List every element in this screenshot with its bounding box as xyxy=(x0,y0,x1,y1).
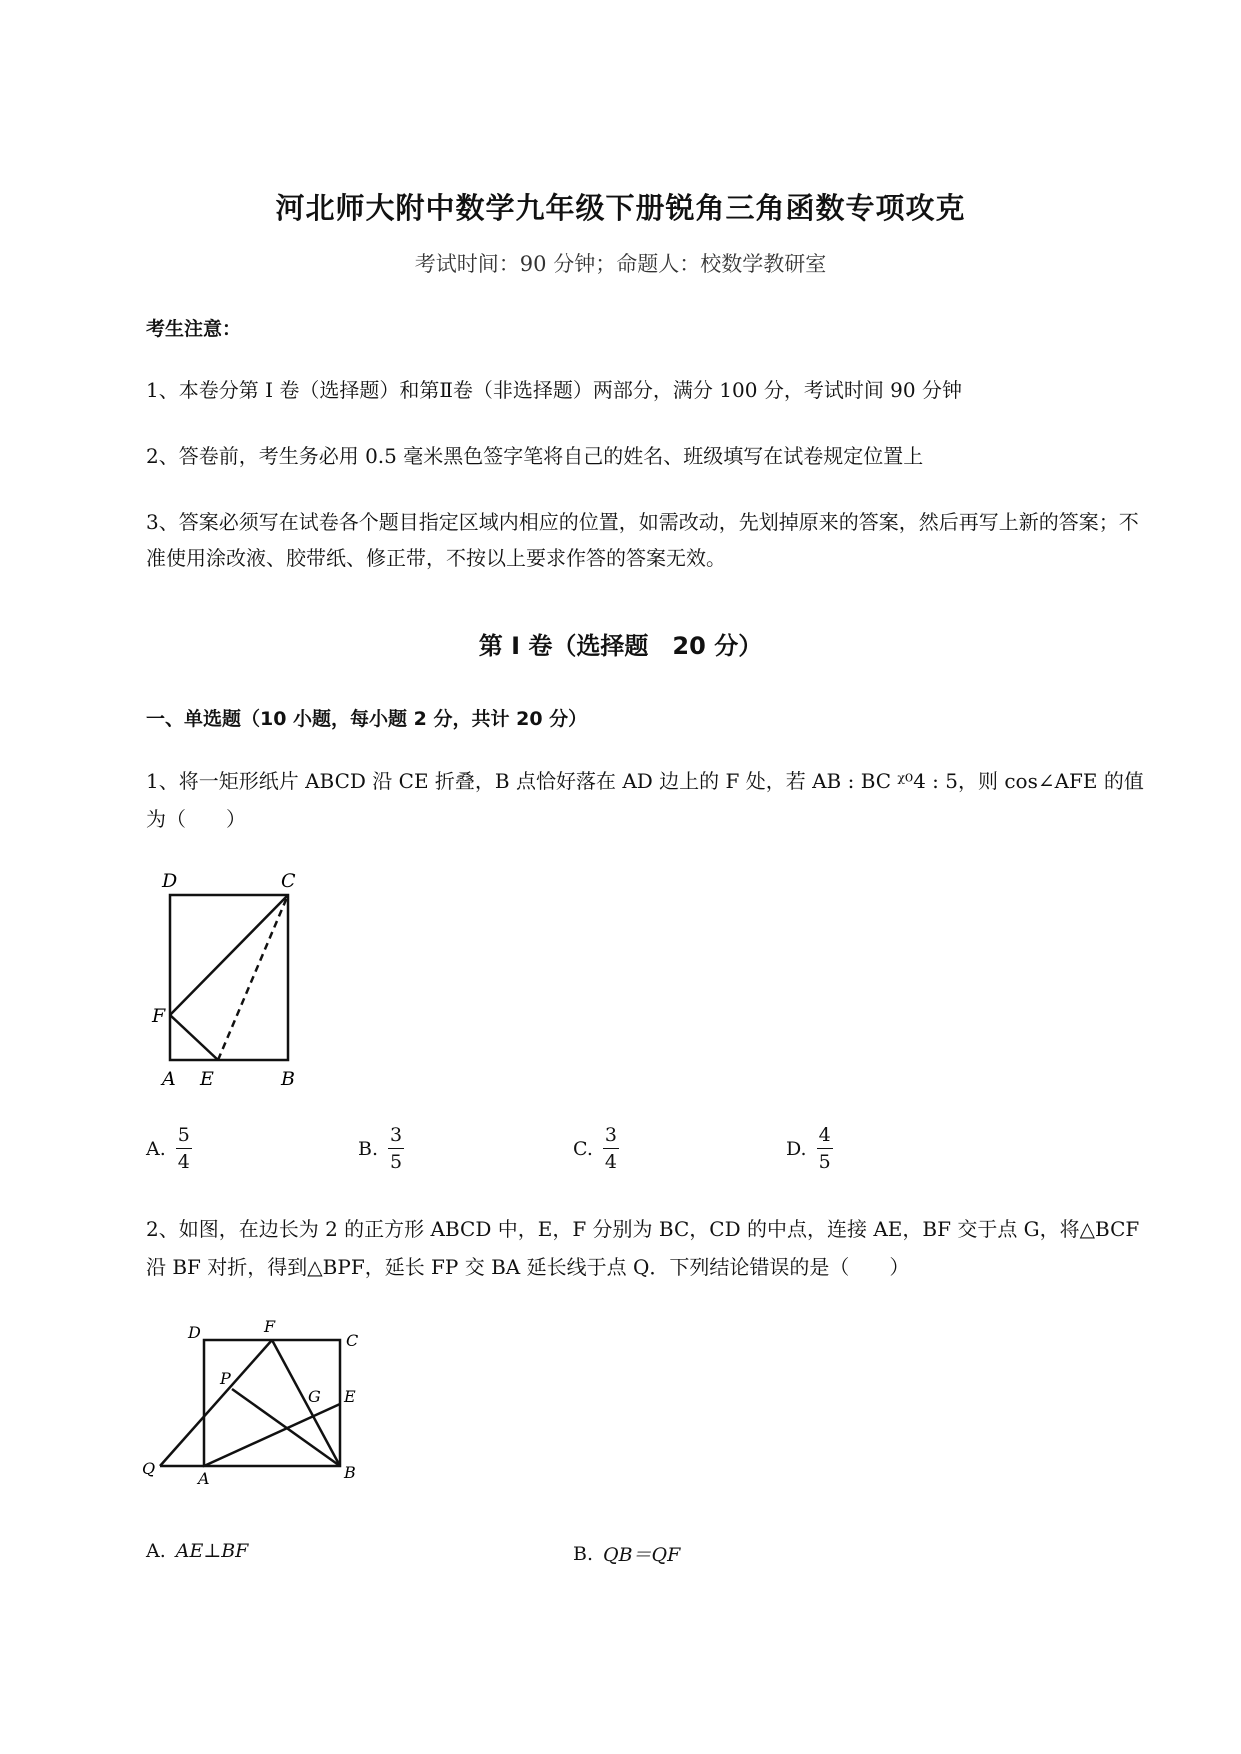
notice-heading: 考生注意： xyxy=(146,318,242,340)
option-label: A. xyxy=(146,1540,166,1562)
label-d: D xyxy=(188,1323,201,1342)
label-f: F xyxy=(264,1318,276,1336)
notice-item-3: 3、答案必须写在试卷各个题目指定区域内相应的位置，如需改动，先划掉原来的答案，然后再写上新的答案；不准使用涂改液、胶带纸、修正带，不按以上要求作答的答案无效。 xyxy=(146,510,1139,570)
option-label: A. xyxy=(146,1137,166,1160)
segment-ec-dashed xyxy=(218,895,288,1060)
label-a: A xyxy=(162,1068,176,1090)
label-c: C xyxy=(346,1331,359,1350)
option-fraction xyxy=(603,1124,619,1173)
fraction-denominator: 5 xyxy=(818,1151,831,1173)
label-a: A xyxy=(198,1469,210,1488)
q2-option-b[interactable] xyxy=(573,1540,680,1567)
q1-option-c[interactable] xyxy=(573,1124,619,1173)
q1-option-b[interactable] xyxy=(358,1124,404,1173)
question-1-figure xyxy=(150,865,310,1095)
label-d: D xyxy=(162,870,178,892)
fraction-numerator: 4 xyxy=(818,1124,831,1146)
option-fraction xyxy=(388,1124,404,1173)
label-f: F xyxy=(152,1005,166,1027)
option-label: B. xyxy=(573,1542,594,1565)
fraction-denominator: 4 xyxy=(604,1151,617,1173)
option-text: AE⊥BF xyxy=(175,1540,249,1562)
question-2-text: 2、如图，在边长为 2 的正方形 ABCD 中，E，F 分别为 BC，CD 的中点，连接 AE，BF 交于点 G，将△BCF 沿 BF 对折，得到△BPF，延长 FP 交 BA 延长线于点 Q．下列结论错误的是（ ） xyxy=(146,1217,1140,1279)
segment-pb xyxy=(232,1389,340,1466)
fraction-denominator: 4 xyxy=(177,1151,190,1173)
segment-qf xyxy=(160,1340,272,1466)
segment-ae xyxy=(204,1404,340,1466)
part-heading: 一、单选题（10 小题，每小题 2 分，共计 20 分） xyxy=(146,708,588,730)
label-e: E xyxy=(200,1068,214,1090)
option-text: QB＝QF xyxy=(603,1544,681,1566)
question-1-text: 1、将一矩形纸片 ABCD 沿 CE 折叠，B 点恰好落在 AD 边上的 F 处，若 AB : BC ᵡ⁰4 : 5，则 cos∠AFE 的值为（ ） xyxy=(146,769,1144,831)
q1-option-d[interactable] xyxy=(786,1124,833,1173)
label-b: B xyxy=(281,1068,295,1090)
label-g: G xyxy=(308,1387,321,1406)
fraction-numerator: 3 xyxy=(604,1124,617,1146)
fraction-numerator: 3 xyxy=(389,1124,403,1146)
fraction-numerator: 5 xyxy=(177,1124,190,1146)
section-title: 第 I 卷（选择题 20 分） xyxy=(478,632,763,660)
option-fraction xyxy=(817,1124,833,1173)
label-c: C xyxy=(281,870,296,892)
segment-fe xyxy=(170,1015,218,1060)
fraction-denominator: 5 xyxy=(389,1151,403,1173)
q2-option-a[interactable] xyxy=(146,1540,248,1562)
option-fraction xyxy=(176,1124,192,1173)
label-b: B xyxy=(344,1463,356,1482)
option-label: D. xyxy=(786,1137,807,1160)
q1-option-a[interactable] xyxy=(146,1124,192,1173)
question-2-figure xyxy=(140,1318,380,1488)
exam-info: 考试时间：90 分钟；命题人：校数学教研室 xyxy=(414,252,827,276)
option-label: B. xyxy=(358,1137,379,1160)
option-label: C. xyxy=(573,1137,593,1160)
label-e: E xyxy=(344,1387,356,1406)
label-p: P xyxy=(220,1369,231,1388)
segment-fc xyxy=(170,895,288,1015)
notice-item-1: 1、本卷分第 I 卷（选择题）和第Ⅱ卷（非选择题）两部分，满分 100 分，考试时间 90 分钟 xyxy=(146,378,962,402)
page-title: 河北师大附中数学九年级下册锐角三角函数专项攻克 xyxy=(275,191,966,225)
notice-item-2: 2、答卷前，考生务必用 0.5 毫米黑色签字笔将自己的姓名、班级填写在试卷规定位置上 xyxy=(146,444,924,468)
segment-fb xyxy=(272,1340,340,1466)
label-q: Q xyxy=(142,1459,156,1478)
